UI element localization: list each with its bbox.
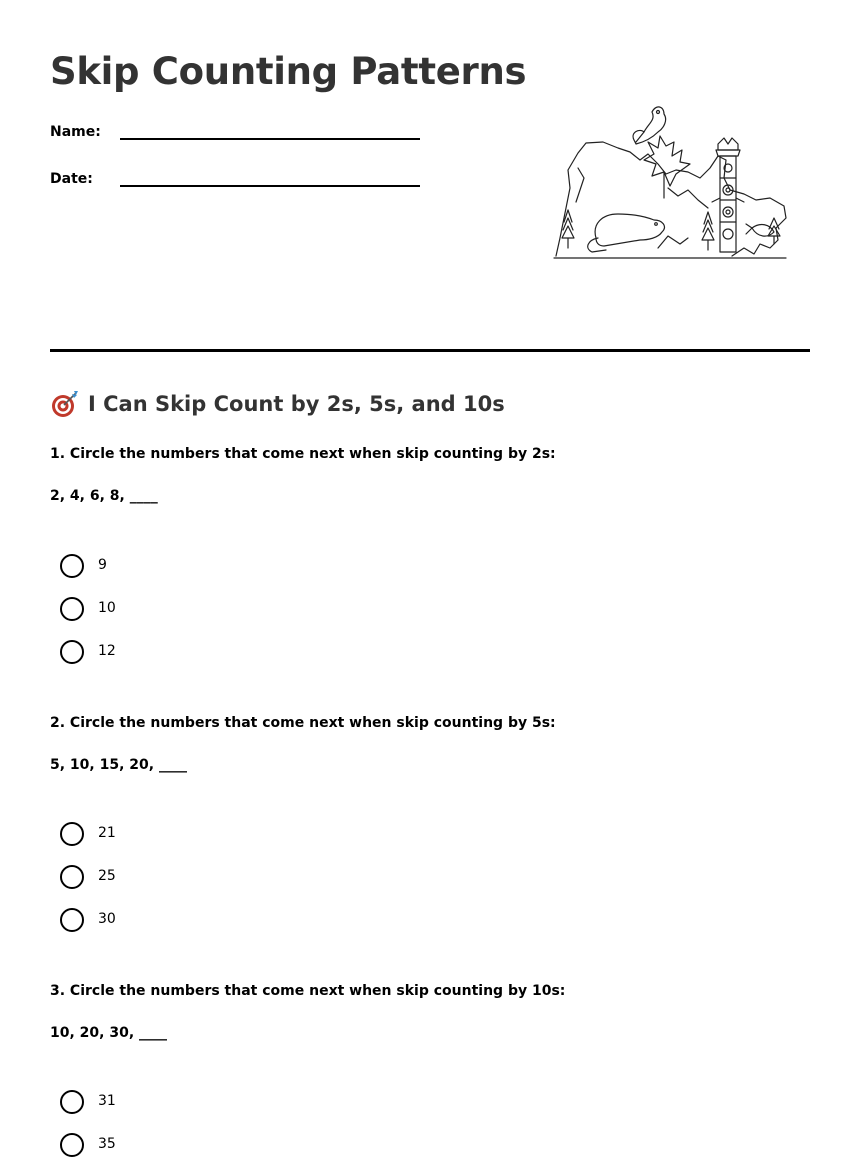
option-label: 10 (98, 600, 116, 616)
section-heading (50, 389, 505, 419)
answer-option[interactable] (60, 640, 260, 666)
section-heading-text: I Can Skip Count by 2s, 5s, and 10s (88, 392, 505, 416)
option-label: 35 (98, 1136, 116, 1152)
question-sequence: 5, 10, 15, 20, ____ (50, 757, 187, 773)
target-dart-icon (50, 389, 80, 419)
radio-circle[interactable] (60, 822, 84, 846)
radio-circle[interactable] (60, 1090, 84, 1114)
radio-circle[interactable] (60, 554, 84, 578)
answer-option[interactable] (60, 554, 260, 580)
answer-option[interactable] (60, 908, 260, 934)
name-label: Name: (50, 124, 101, 140)
date-field[interactable] (50, 165, 430, 195)
radio-circle[interactable] (60, 597, 84, 621)
name-field[interactable] (50, 118, 430, 148)
option-label: 31 (98, 1093, 116, 1109)
answer-option[interactable] (60, 1133, 260, 1159)
option-label: 30 (98, 911, 116, 927)
radio-circle[interactable] (60, 865, 84, 889)
question-prompt: 2. Circle the numbers that come next when skip counting by 5s: (50, 715, 556, 731)
question-prompt: 3. Circle the numbers that come next when skip counting by 10s: (50, 983, 566, 999)
answer-option[interactable] (60, 865, 260, 891)
section-divider (50, 349, 810, 352)
option-label: 21 (98, 825, 116, 841)
answer-option[interactable] (60, 1090, 260, 1116)
name-input-line[interactable] (120, 138, 420, 140)
radio-circle[interactable] (60, 640, 84, 664)
date-label: Date: (50, 171, 93, 187)
radio-circle[interactable] (60, 1133, 84, 1157)
page-title: Skip Counting Patterns (50, 50, 527, 93)
question-sequence: 10, 20, 30, ____ (50, 1025, 168, 1041)
question-prompt: 1. Circle the numbers that come next when skip counting by 2s: (50, 446, 556, 462)
canada-map-illustration (548, 98, 794, 264)
date-input-line[interactable] (120, 185, 420, 187)
answer-option[interactable] (60, 822, 260, 848)
answer-option[interactable] (60, 597, 260, 623)
question-sequence: 2, 4, 6, 8, ____ (50, 488, 158, 504)
option-label: 25 (98, 868, 116, 884)
option-label: 9 (98, 557, 107, 573)
option-label: 12 (98, 643, 116, 659)
radio-circle[interactable] (60, 908, 84, 932)
